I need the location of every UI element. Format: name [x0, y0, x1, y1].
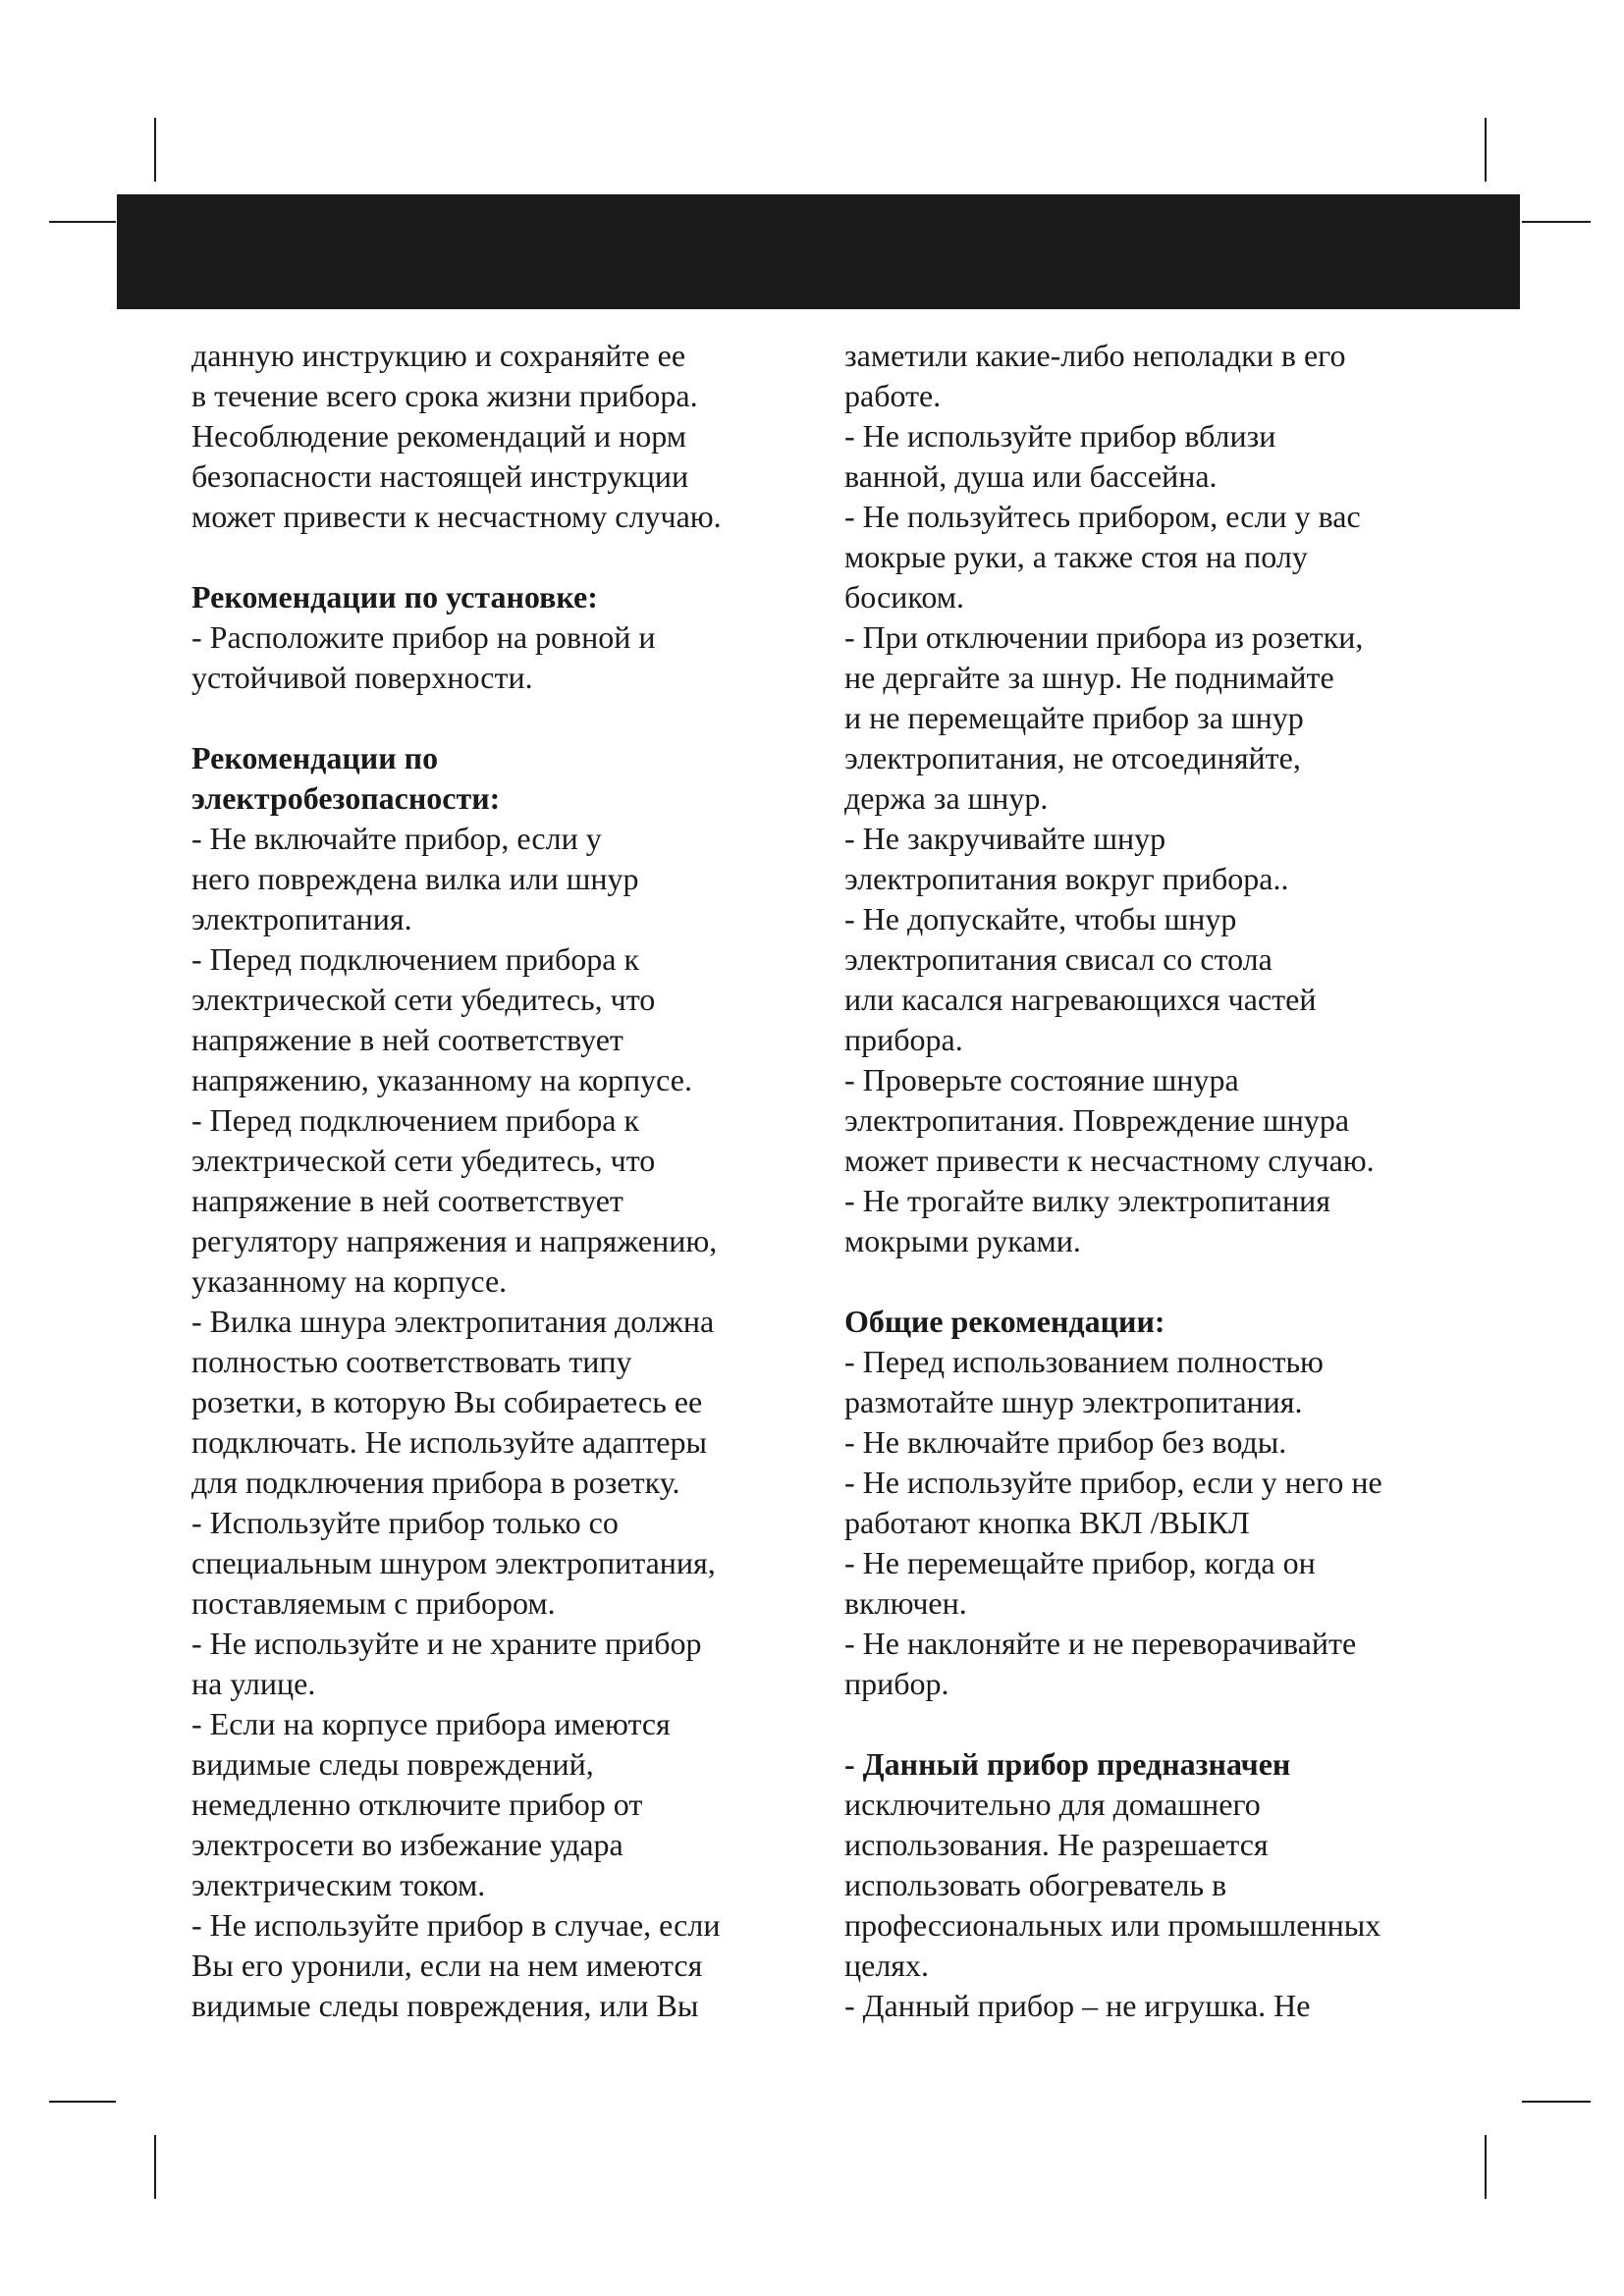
- text-line: видимые следы повреждений,: [191, 1746, 594, 1782]
- text-line: - Не перемещайте прибор, когда он: [844, 1545, 1316, 1580]
- elec-heading: [191, 738, 820, 819]
- text-line: - Проверьте состояние шнура: [844, 1062, 1239, 1097]
- text-line: - Не используйте прибор вблизи: [844, 418, 1276, 454]
- text-line: для подключения прибора в розетку.: [191, 1465, 680, 1500]
- text-line: электрической сети убедитесь, что: [191, 982, 656, 1017]
- text-line: - Расположите прибор на ровной и: [191, 619, 656, 655]
- crop-mark-bottom-left-h: [49, 2101, 116, 2103]
- text-line: может привести к несчастному случаю.: [191, 499, 722, 534]
- text-line: использовать обогреватель в: [844, 1867, 1227, 1902]
- text-line: прибора.: [844, 1022, 963, 1057]
- text-line: работе.: [844, 378, 942, 413]
- text-line: - Не наклоняйте и не переворачивайте: [844, 1626, 1357, 1661]
- crop-mark-bottom-right-h: [1522, 2101, 1591, 2103]
- text-line: использования. Не разрешается: [844, 1827, 1269, 1862]
- text-line: держа за шнур.: [844, 780, 1049, 816]
- text-line: напряжение в ней соответствует: [191, 1183, 623, 1218]
- text-line: - Перед подключением прибора к: [191, 941, 639, 977]
- right-column: [844, 336, 1483, 2026]
- text-line: - Перед подключением прибора к: [191, 1102, 639, 1138]
- text-line: - Не допускайте, чтобы шнур: [844, 901, 1237, 936]
- text-line: него повреждена вилка или шнур: [191, 861, 639, 896]
- text-line: босиком.: [844, 579, 964, 614]
- text-line: включен.: [844, 1585, 967, 1621]
- text-line: - Не трогайте вилку электропитания: [844, 1183, 1330, 1218]
- text-line: подключать. Не используйте адаптеры: [191, 1424, 707, 1460]
- text-line: электрической сети убедитесь, что: [191, 1143, 656, 1178]
- header-bar: [117, 194, 1520, 309]
- crop-mark-top-right: [1485, 118, 1487, 182]
- text-line: видимые следы повреждения, или Вы: [191, 1988, 699, 2023]
- text-line: ванной, душа или бассейна.: [844, 458, 1218, 494]
- text-line: - Не используйте прибор в случае, если: [191, 1907, 721, 1943]
- text-line: полностью соответствовать типу: [191, 1344, 632, 1379]
- text-line: мокрыми руками.: [844, 1223, 1081, 1258]
- purpose-heading: - Данный прибор предназначен: [844, 1746, 1291, 1782]
- text-line: поставляемым с прибором.: [191, 1585, 556, 1621]
- text-line: электробезопасности:: [191, 780, 501, 816]
- text-line: - Используйте прибор только со: [191, 1505, 619, 1540]
- crop-mark-bottom-left: [154, 2135, 156, 2199]
- text-line: может привести к несчастному случаю.: [844, 1143, 1375, 1178]
- text-line: указанному на корпусе.: [191, 1263, 508, 1299]
- text-line: размотайте шнур электропитания.: [844, 1384, 1303, 1419]
- text-line: - Не включайте прибор без воды.: [844, 1424, 1287, 1460]
- crop-mark-top-right-h: [1522, 221, 1591, 223]
- text-line: прибор.: [844, 1666, 949, 1701]
- text-line: - Перед использованием полностью: [844, 1344, 1324, 1379]
- text-line: данную инструкцию и сохраняйте ее: [191, 338, 686, 373]
- purpose-items: [844, 1785, 1483, 2026]
- text-line: - Не пользуйтесь прибором, если у вас: [844, 499, 1361, 534]
- elec-items-continued: [844, 336, 1483, 1261]
- text-line: - Не включайте прибор, если у: [191, 821, 602, 856]
- text-line: регулятору напряжения и напряжению,: [191, 1223, 718, 1258]
- text-line: электропитания свисал со стола: [844, 941, 1272, 977]
- general-heading: Общие рекомендации:: [844, 1304, 1165, 1339]
- general-items: [844, 1342, 1483, 1704]
- text-line: или касался нагревающихся частей: [844, 982, 1317, 1017]
- intro-paragraph: [191, 336, 820, 537]
- text-line: - Вилка шнура электропитания должна: [191, 1304, 715, 1339]
- text-line: мокрые руки, а также стоя на полу: [844, 539, 1308, 574]
- text-line: электропитания, не отсоединяйте,: [844, 740, 1301, 775]
- text-line: электропитания вокруг прибора..: [844, 861, 1289, 896]
- text-line: - Не используйте и не храните прибор: [191, 1626, 702, 1661]
- text-line: безопасности настоящей инструкции: [191, 458, 689, 494]
- text-line: розетки, в которую Вы собираетесь ее: [191, 1384, 703, 1419]
- install-heading: Рекомендации по установке:: [191, 579, 598, 614]
- crop-mark-bottom-right: [1485, 2135, 1487, 2199]
- text-line: в течение всего срока жизни прибора.: [191, 378, 698, 413]
- text-line: исключительно для домашнего: [844, 1787, 1261, 1822]
- text-line: устойчивой поверхности.: [191, 660, 533, 695]
- text-line: заметили какие-либо неполадки в его: [844, 338, 1346, 373]
- text-line: Несоблюдение рекомендаций и норм: [191, 418, 686, 454]
- text-line: специальным шнуром электропитания,: [191, 1545, 716, 1580]
- text-line: электропитания.: [191, 901, 412, 936]
- crop-mark-top-left-h: [49, 221, 116, 223]
- text-line: Рекомендации по: [191, 740, 439, 775]
- install-items: [191, 617, 820, 698]
- text-line: электрическим током.: [191, 1867, 486, 1902]
- text-line: на улице.: [191, 1666, 316, 1701]
- left-column: [191, 336, 820, 2026]
- text-line: - Не используйте прибор, если у него не: [844, 1465, 1382, 1500]
- text-line: Вы его уронили, если на нем имеются: [191, 1948, 703, 1983]
- text-line: электросети во избежание удара: [191, 1827, 623, 1862]
- text-line: работают кнопка ВКЛ /ВЫКЛ: [844, 1505, 1250, 1540]
- text-line: - Если на корпусе прибора имеются: [191, 1706, 671, 1741]
- text-line: - При отключении прибора из розетки,: [844, 619, 1364, 655]
- text-line: не дергайте за шнур. Не поднимайте: [844, 660, 1334, 695]
- crop-mark-top-left: [154, 118, 156, 182]
- text-line: - Не закручивайте шнур: [844, 821, 1166, 856]
- text-line: - Данный прибор – не игрушка. Не: [844, 1988, 1311, 2023]
- text-line: профессиональных или промышленных: [844, 1907, 1381, 1943]
- text-line: целях.: [844, 1948, 930, 1983]
- text-line: напряжение в ней соответствует: [191, 1022, 623, 1057]
- text-line: и не перемещайте прибор за шнур: [844, 700, 1304, 735]
- text-line: напряжению, указанному на корпусе.: [191, 1062, 692, 1097]
- text-line: электропитания. Повреждение шнура: [844, 1102, 1350, 1138]
- elec-items: [191, 819, 820, 2026]
- text-line: немедленно отключите прибор от: [191, 1787, 643, 1822]
